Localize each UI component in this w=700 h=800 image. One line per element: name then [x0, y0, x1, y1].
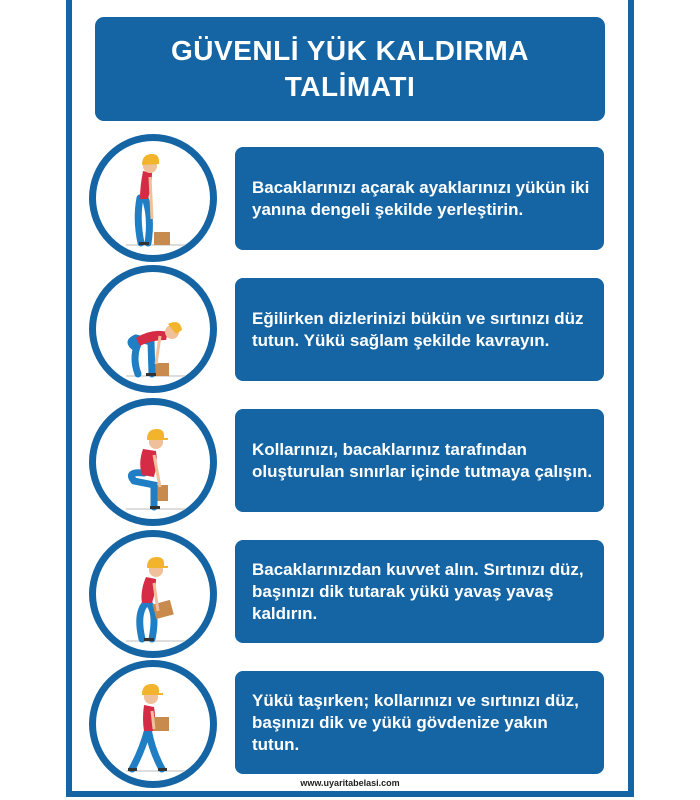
- step-3-instruction: [235, 409, 604, 512]
- step-3-illustration: [89, 398, 217, 526]
- worker-lifting-box-icon: [96, 537, 210, 651]
- step-1-illustration: [89, 134, 217, 262]
- website-footer: www.uyaritabelasi.com: [300, 778, 400, 788]
- worker-squatting-holding-box-icon: [96, 405, 210, 519]
- step-2-instruction: [235, 278, 604, 381]
- worker-standing-feet-apart-icon: [96, 141, 210, 255]
- step-4-instruction: [235, 540, 604, 643]
- worker-carrying-box-walking-icon: [96, 667, 210, 781]
- step-1-instruction: [235, 147, 604, 250]
- step-1-text: Bacaklarınızı açarak ayaklarınızı yükün iki yanına dengeli şekilde yerleştirin.: [252, 177, 590, 219]
- title-line-2: TALİMATI: [284, 71, 416, 102]
- step-5-text: Yükü taşırken; kollarınızı ve sırtınızı düz, başınızı dik ve yükü gövdenize yakın tutun.: [252, 690, 579, 754]
- step-4-text: Bacaklarınızdan kuvvet alın. Sırtınızı düz, başınızı dik tutarak yükü yavaş yavaş kaldırın.: [252, 559, 584, 623]
- step-2-text: Eğilirken dizlerinizi bükün ve sırtınızı düz tutun. Yükü sağlam şekilde kavrayın.: [252, 308, 584, 350]
- step-5-instruction: [235, 671, 604, 774]
- step-5-illustration: [89, 660, 217, 788]
- title-banner: [95, 17, 605, 121]
- worker-bending-knees-gripping-box-icon: [96, 272, 210, 386]
- step-2-illustration: [89, 265, 217, 393]
- step-3-text: Kollarınızı, bacaklarınız tarafından oluşturulan sınırlar içinde tutmaya çalışın.: [252, 439, 593, 481]
- title-line-1: GÜVENLİ YÜK KALDIRMA: [171, 35, 529, 66]
- step-4-illustration: [89, 530, 217, 658]
